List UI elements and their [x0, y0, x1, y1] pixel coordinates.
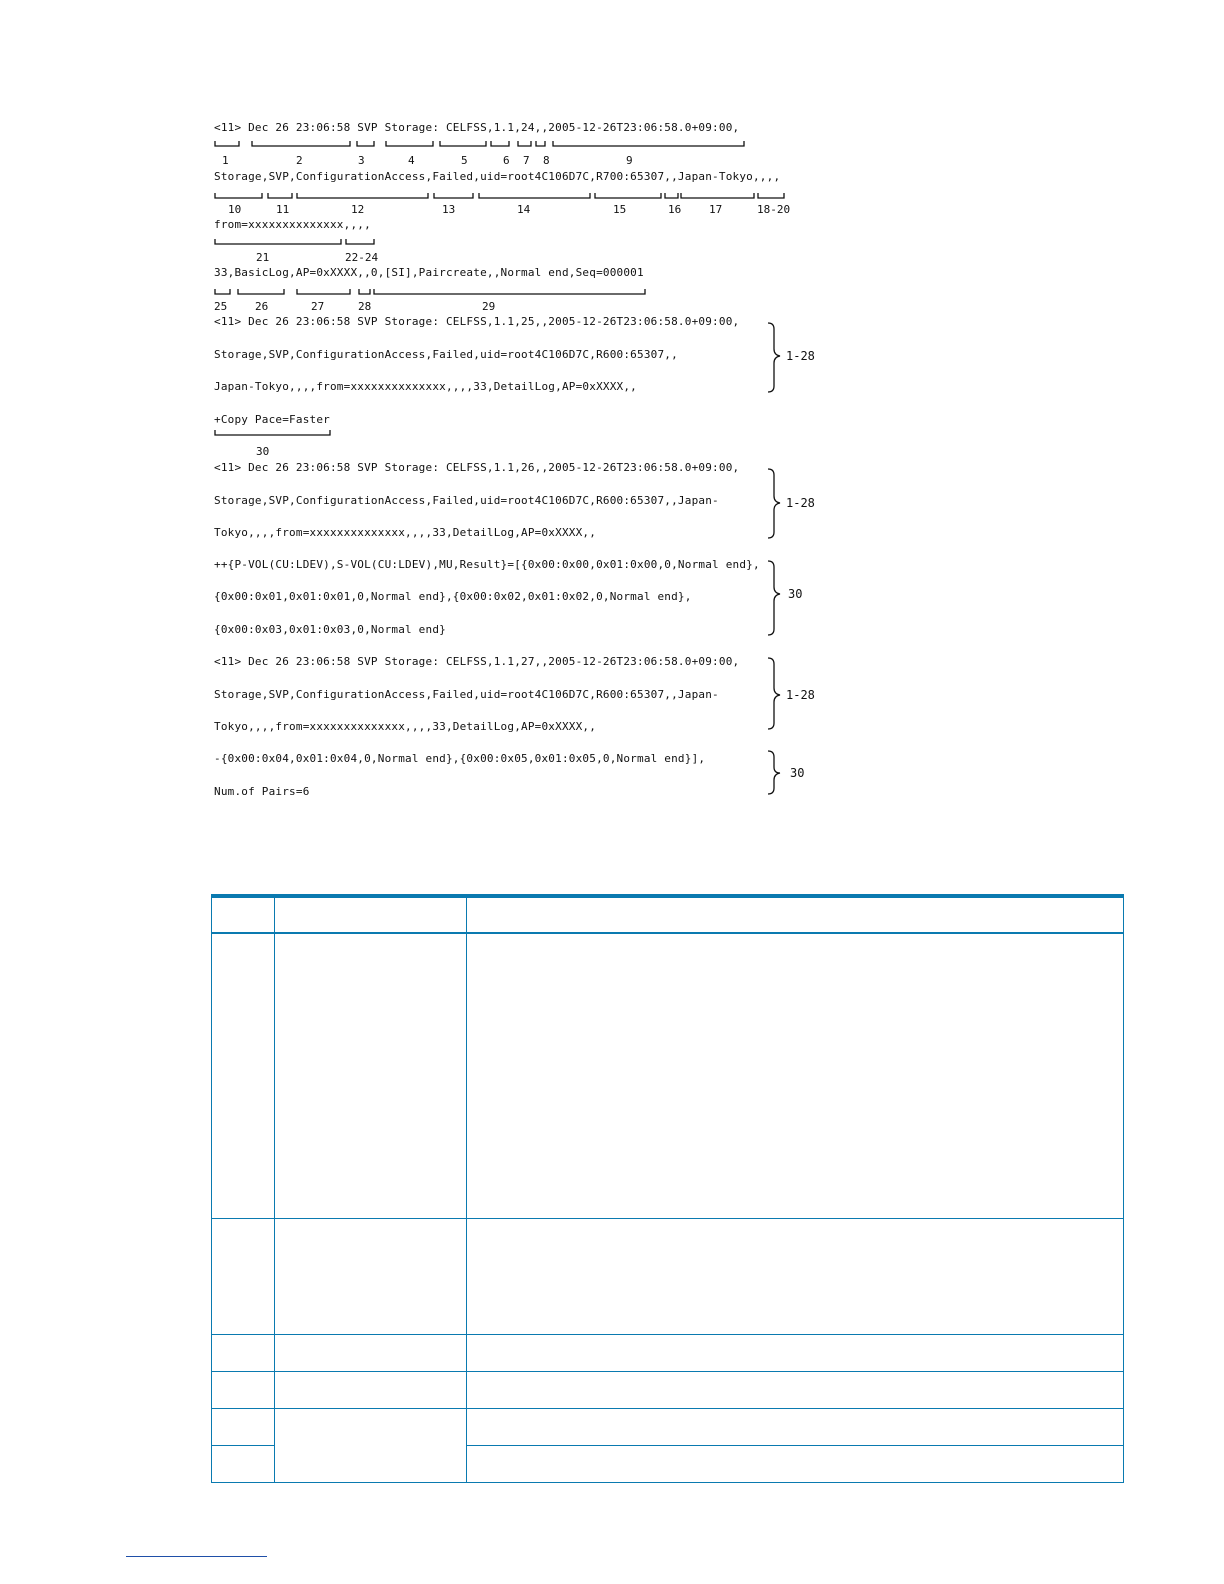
field-number: 6 — [503, 154, 510, 167]
curly-brace — [768, 658, 780, 729]
curly-brace — [768, 469, 780, 538]
table-col-rule — [274, 894, 275, 1483]
field-bracket — [297, 193, 428, 198]
table-row-rule — [211, 1218, 1124, 1219]
field-number: 3 — [358, 154, 365, 167]
table-row-rule — [211, 1371, 1124, 1372]
table-row-rule — [211, 1408, 1124, 1409]
field-bracket — [215, 289, 230, 294]
field-number: 30 — [256, 445, 270, 458]
field-bracket — [346, 239, 374, 244]
log-line-4: 33,BasicLog,AP=0xXXXX,,0,[SI],Paircreate,,Normal end,Seq=000001 — [214, 266, 644, 279]
field-number: 22-24 — [345, 251, 379, 264]
log-line-13: {0x00:0x01,0x01:0x01,0,Normal end},{0x00:0x02,0x01:0x02,0,Normal end}, — [214, 590, 692, 603]
table-col-rule — [466, 894, 467, 1483]
brace-label: 30 — [788, 587, 803, 601]
field-number: 11 — [276, 203, 290, 216]
field-bracket — [440, 141, 486, 146]
field-number: 4 — [408, 154, 415, 167]
field-number: 17 — [709, 203, 723, 216]
field-bracket — [238, 289, 284, 294]
field-bracket — [553, 141, 744, 146]
field-number: 16 — [668, 203, 682, 216]
field-bracket — [665, 193, 678, 198]
table-top-rule — [211, 894, 1124, 898]
field-bracket — [434, 193, 473, 198]
field-bracket — [386, 141, 433, 146]
table-col-rule — [211, 894, 212, 1483]
log-line-1: <11> Dec 26 23:06:58 SVP Storage: CELFSS,1.1,24,,2005-12-26T23:06:58.0+09:00, — [214, 121, 740, 134]
log-line-18: -{0x00:0x04,0x01:0x04,0,Normal end},{0x00:0x05,0x01:0x05,0,Normal end}], — [214, 752, 706, 765]
field-number: 21 — [256, 251, 270, 264]
field-number: 10 — [228, 203, 242, 216]
field-number: 1 — [222, 154, 229, 167]
field-number: 8 — [543, 154, 550, 167]
brace-label: 30 — [790, 766, 805, 780]
field-bracket — [215, 239, 341, 244]
field-bracket — [357, 141, 374, 146]
table-bottom-rule — [211, 1482, 1124, 1483]
field-bracket — [215, 430, 330, 435]
field-bracket — [252, 141, 350, 146]
log-line-5: <11> Dec 26 23:06:58 SVP Storage: CELFSS,1.1,25,,2005-12-26T23:06:58.0+09:00, — [214, 315, 740, 328]
brace-label: 1-28 — [786, 349, 815, 363]
description-table — [211, 894, 1124, 1483]
log-line-3: from=xxxxxxxxxxxxxx,,,, — [214, 218, 371, 231]
brace-label: 1-28 — [786, 496, 815, 510]
field-number: 25 — [214, 300, 228, 313]
field-number: 9 — [626, 154, 633, 167]
log-line-17: Tokyo,,,,from=xxxxxxxxxxxxxx,,,,33,DetailLog,AP=0xXXXX,, — [214, 720, 597, 733]
log-line-6: Storage,SVP,ConfigurationAccess,Failed,uid=root4C106D7C,R600:65307,, — [214, 348, 678, 361]
field-number: 2 — [296, 154, 303, 167]
field-number: 27 — [311, 300, 325, 313]
field-bracket — [491, 141, 509, 146]
table-col-rule — [1123, 894, 1124, 1483]
field-number: 5 — [461, 154, 468, 167]
log-line-7: Japan-Tokyo,,,,from=xxxxxxxxxxxxxx,,,,33,DetailLog,AP=0xXXXX,, — [214, 380, 637, 393]
table-header-rule — [211, 932, 1124, 934]
field-number: 29 — [482, 300, 496, 313]
field-number: 14 — [517, 203, 531, 216]
field-number: 13 — [442, 203, 456, 216]
log-line-14: {0x00:0x03,0x01:0x03,0,Normal end} — [214, 623, 446, 636]
field-bracket — [595, 193, 661, 198]
table-row-rule — [467, 1445, 1124, 1446]
field-bracket — [681, 193, 754, 198]
field-number: 12 — [351, 203, 365, 216]
field-bracket — [479, 193, 590, 198]
field-number: 7 — [523, 154, 530, 167]
field-bracket — [518, 141, 531, 146]
field-number: 26 — [255, 300, 269, 313]
field-bracket — [215, 193, 262, 198]
log-line-2: Storage,SVP,ConfigurationAccess,Failed,uid=root4C106D7C,R700:65307,,Japan-Tokyo,,,, — [214, 170, 781, 183]
field-bracket — [758, 193, 784, 198]
curly-brace — [768, 323, 780, 392]
field-number: 28 — [358, 300, 372, 313]
log-line-8: +Copy Pace=Faster — [214, 413, 330, 426]
log-line-15: <11> Dec 26 23:06:58 SVP Storage: CELFSS,1.1,27,,2005-12-26T23:06:58.0+09:00, — [214, 655, 740, 668]
field-number: 18-20 — [757, 203, 791, 216]
table-row-rule — [211, 1334, 1124, 1335]
field-bracket — [359, 289, 370, 294]
curly-brace — [768, 751, 780, 794]
log-line-19: Num.of Pairs=6 — [214, 785, 310, 798]
log-line-16: Storage,SVP,ConfigurationAccess,Failed,uid=root4C106D7C,R600:65307,,Japan- — [214, 688, 719, 701]
field-bracket — [536, 141, 545, 146]
log-line-10: Storage,SVP,ConfigurationAccess,Failed,uid=root4C106D7C,R600:65307,,Japan- — [214, 494, 719, 507]
table-row-rule — [211, 1445, 275, 1446]
field-bracket — [297, 289, 350, 294]
field-bracket — [268, 193, 292, 198]
footer-link-rule — [126, 1556, 267, 1557]
log-line-9: <11> Dec 26 23:06:58 SVP Storage: CELFSS,1.1,26,,2005-12-26T23:06:58.0+09:00, — [214, 461, 740, 474]
log-line-12: ++{P-VOL(CU:LDEV),S-VOL(CU:LDEV),MU,Result}=[{0x00:0x00,0x01:0x00,0,Normal end}, — [214, 558, 760, 571]
brace-label: 1-28 — [786, 688, 815, 702]
field-bracket — [215, 141, 239, 146]
curly-brace — [768, 561, 780, 635]
field-bracket — [374, 289, 645, 294]
field-number: 15 — [613, 203, 627, 216]
log-line-11: Tokyo,,,,from=xxxxxxxxxxxxxx,,,,33,DetailLog,AP=0xXXXX,, — [214, 526, 597, 539]
